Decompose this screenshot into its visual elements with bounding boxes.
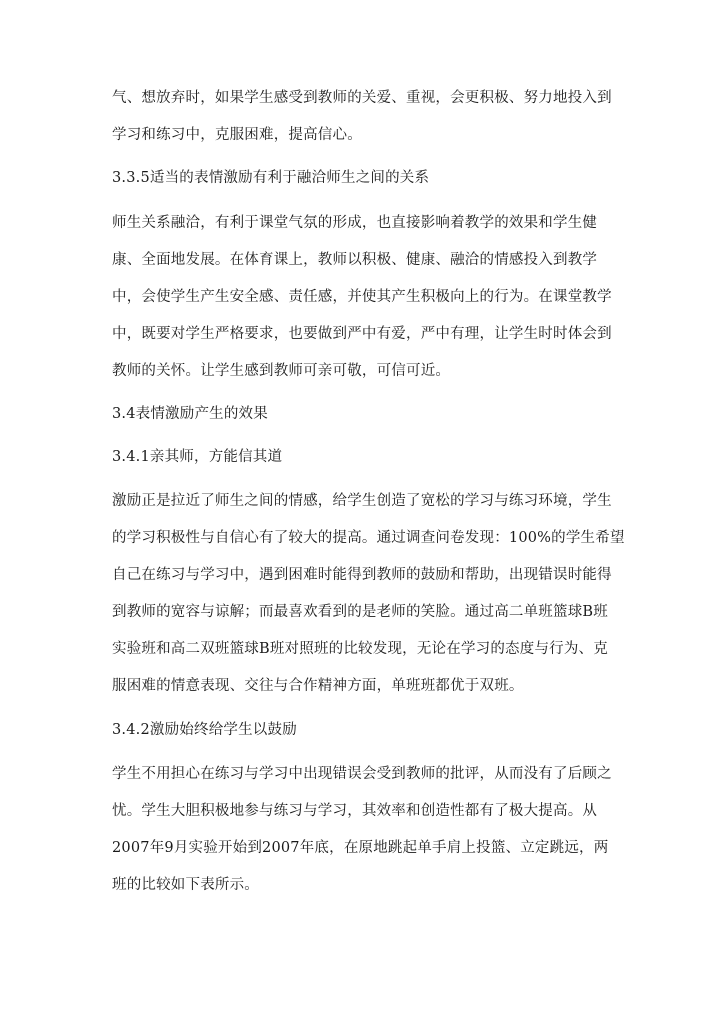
- paragraph-line: 的学习积极性与自信心有了较大的提高。通过调查问卷发现：100%的学生希望: [112, 530, 625, 546]
- paragraph-line: 服困难的情意表现、交往与合作精神方面，单班班都优于双班。: [112, 678, 524, 694]
- paragraph-line: 学习和练习中，克服困难，提高信心。: [112, 127, 362, 143]
- section-heading-3-4-1: 3.4.1亲其师，方能信其道: [112, 449, 283, 465]
- paragraph-line: 班的比较如下表所示。: [112, 877, 259, 893]
- paragraph-line: 中，既要对学生严格要求，也要做到严中有爱，严中有理，让学生时时体会到: [112, 326, 612, 342]
- paragraph-line: 康、全面地发展。在体育课上，教师以积极、健康、融洽的情感投入到教学: [112, 252, 598, 268]
- paragraph-line: 2007年9月实验开始到2007年底，在原地跳起单手肩上投篮、立定跳远，两: [112, 840, 609, 856]
- paragraph-line: 中，会使学生产生安全感、责任感，并使其产生积极向上的行为。在课堂教学: [112, 289, 612, 305]
- section-heading-3-4-2: 3.4.2激励始终给学生以鼓励: [112, 722, 297, 738]
- paragraph-line: 激励正是拉近了师生之间的情感，给学生创造了宽松的学习与练习环境，学生: [112, 493, 612, 509]
- paragraph-line: 到教师的宽容与谅解；而最喜欢看到的是老师的笑脸。通过高二单班篮球B班: [112, 604, 608, 620]
- paragraph-line: 学生不用担心在练习与学习中出现错误会受到教师的批评，从而没有了后顾之: [112, 766, 612, 782]
- section-heading-3-4: 3.4表情激励产生的效果: [112, 406, 268, 422]
- section-heading-3-3-5: 3.3.5适当的表情激励有利于融洽师生之间的关系: [112, 170, 430, 186]
- paragraph-line: 实验班和高二双班篮球B班对照班的比较发现，无论在学习的态度与行为、克: [112, 641, 608, 657]
- paragraph-line: 师生关系融洽，有利于课堂气氛的形成，也直接影响着教学的效果和学生健: [112, 215, 598, 231]
- paragraph-line: 自己在练习与学习中，遇到困难时能得到教师的鼓励和帮助，出现错误时能得: [112, 567, 612, 583]
- paragraph-line: 气、想放弃时，如果学生感受到教师的关爱、重视，会更积极、努力地投入到: [112, 90, 612, 106]
- paragraph-line: 忧。学生大胆积极地参与练习与学习，其效率和创造性都有了极大提高。从: [112, 803, 598, 819]
- paragraph-line: 教师的关怀。让学生感到教师可亲可敬，可信可近。: [112, 363, 451, 379]
